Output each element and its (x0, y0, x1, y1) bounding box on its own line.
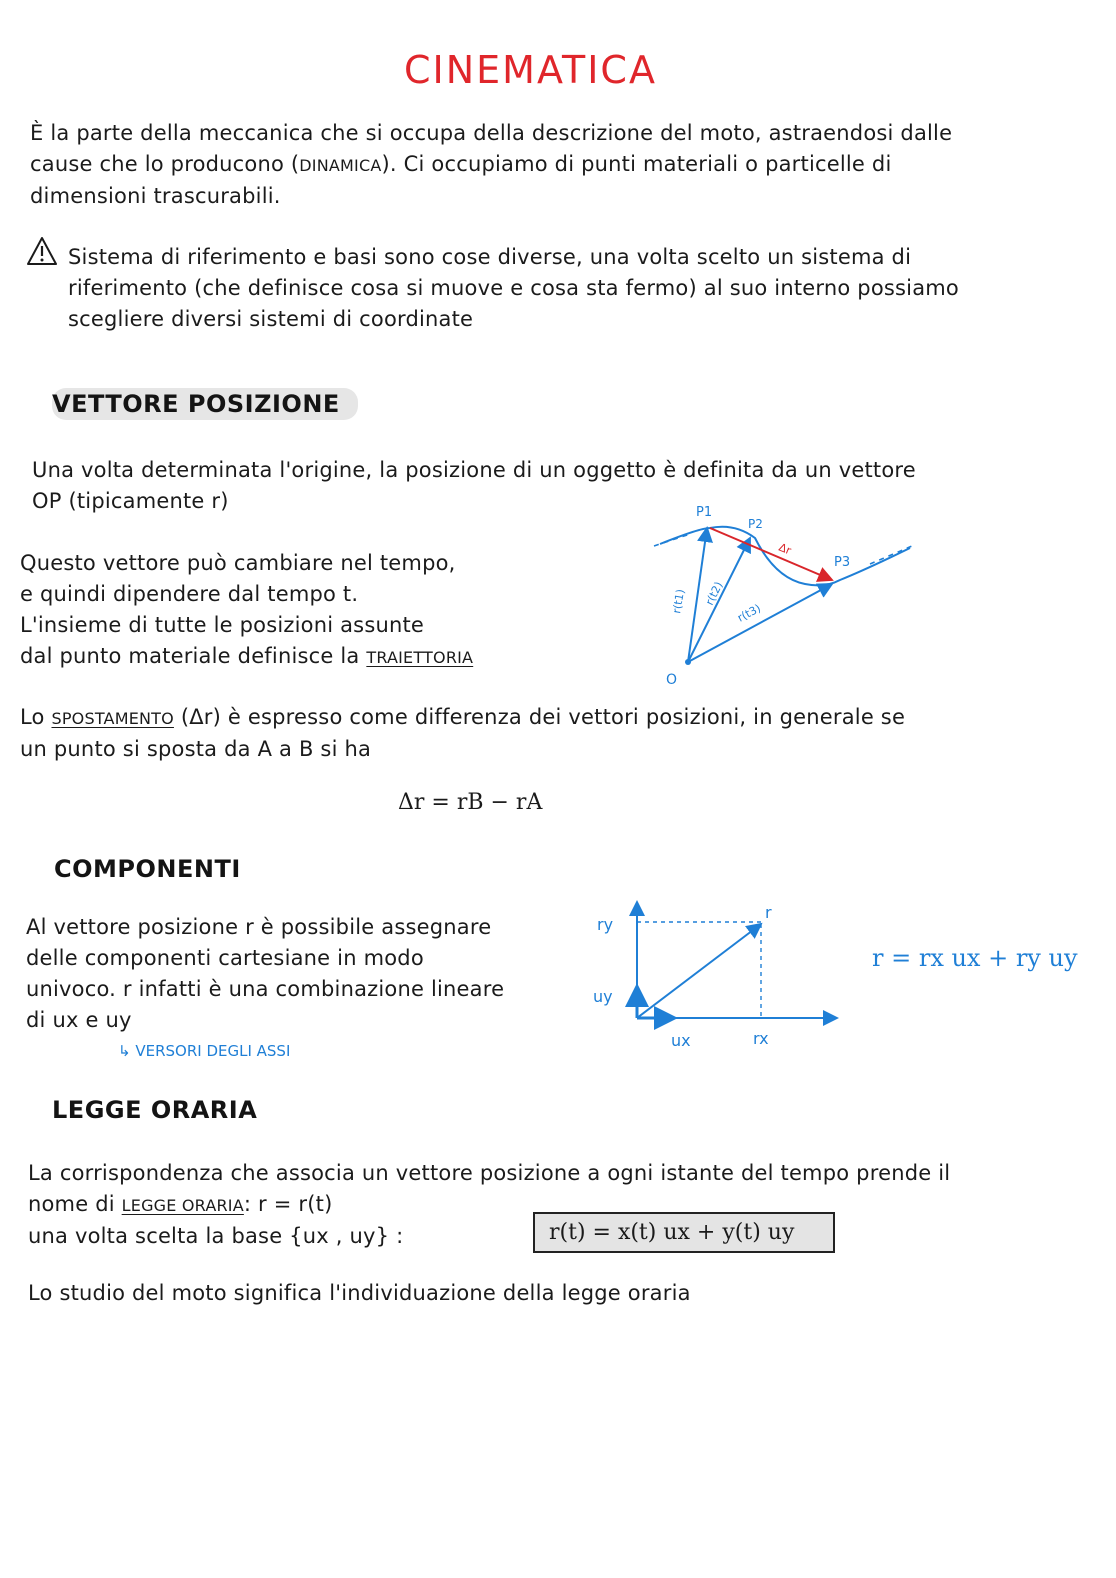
vettore-p2-line-2: e quindi dipendere dal tempo t. (20, 582, 359, 606)
trajectory-dashed-end (870, 546, 912, 564)
vettore-p2-line-1: Questo vettore può cambiare nel tempo, (20, 551, 456, 575)
displacement-formula: Δr = rB − rA (398, 790, 543, 815)
label-rx: rx (753, 1029, 769, 1048)
label-origin: O (666, 672, 678, 688)
boxed-formula: r(t) = x(t) ux + y(t) uy (533, 1212, 835, 1253)
vector-delta-r (710, 528, 832, 580)
warning-line-2: riferimento (che definisce cosa si muove e cosa sta fermo) al suo interno possiamo (68, 276, 959, 300)
spostamento-line-1: Lo SPOSTAMENTO (Δr) è espresso come differenza dei vettori posizioni, in generale se (20, 705, 906, 729)
label-r1: r(t1) (670, 588, 688, 615)
intro-line-2: cause che lo producono (DINAMICA). Ci occupiamo di punti materiali o particelle di (30, 152, 892, 176)
label-r3: r(t3) (735, 601, 763, 625)
label-r: r (765, 903, 772, 922)
section-heading-componenti: COMPONENTI (54, 855, 241, 883)
legge-oraria-term: LEGGE ORARIA (121, 1196, 244, 1215)
warning-line-1: Sistema di riferimento e basi sono cose diverse, una volta scelto un sistema di (68, 245, 912, 269)
vettore-paragraph-1 (32, 455, 1092, 517)
intro-line-1: È la parte della meccanica che si occupa della descrizione del moto, astraendosi dalle (30, 121, 953, 145)
intro-paragraph (30, 118, 1090, 212)
label-p3: P3 (834, 555, 851, 570)
label-p2: P2 (748, 517, 763, 531)
traiettoria-term: TRAIETTORIA (366, 648, 474, 667)
warning-line-3: scegliere diversi sistemi di coordinate (68, 307, 474, 331)
warning-note (68, 242, 1088, 335)
vettore-p2-line-3: L'insieme di tutte le posizioni assunte (20, 613, 425, 637)
page-title: CINEMATICA (404, 48, 657, 92)
curved-arrow-icon: ↳ (118, 1042, 136, 1060)
spostamento-term: SPOSTAMENTO (51, 709, 174, 728)
origin-point (685, 659, 691, 665)
componenti-line-3: univoco. r infatti è una combinazione lineare (26, 977, 505, 1001)
components-diagram (585, 890, 845, 1060)
vettore-paragraph-2 (20, 548, 580, 673)
versori-note: ↳ VERSORI DEGLI ASSI (118, 1042, 291, 1060)
componenti-line-2: delle componenti cartesiane in modo (26, 946, 424, 970)
trajectory-diagram (640, 498, 930, 694)
label-p1: P1 (696, 505, 713, 520)
label-ux: ux (671, 1031, 691, 1050)
vettore-p2-line-4: dal punto materiale definisce la TRAIETTORIA (20, 644, 474, 668)
componenti-line-4: di ux e uy (26, 1008, 132, 1032)
componenti-paragraph (26, 912, 586, 1036)
label-ry: ry (597, 915, 614, 934)
warning-triangle-icon (26, 236, 58, 266)
section-heading-legge-oraria: LEGGE ORARIA (52, 1096, 258, 1124)
components-formula: r = rx ux + ry uy (872, 944, 1078, 972)
position-vector-r (637, 924, 761, 1018)
legge-line-1: La corrispondenza che associa un vettore posizione a ogni istante del tempo prende il (28, 1161, 951, 1185)
spostamento-line-2: un punto si sposta da A a B si ha (20, 737, 372, 761)
label-uy: uy (593, 987, 613, 1006)
section-heading-vettore-posizione: VETTORE POSIZIONE (52, 390, 358, 418)
intro-line-3: dimensioni trascurabili. (30, 184, 281, 208)
legge-conclusion: Lo studio del moto significa l'individuazione della legge oraria (28, 1281, 691, 1305)
label-r2: r(t2) (703, 579, 726, 608)
componenti-line-1: Al vettore posizione r è possibile assegnare (26, 915, 492, 939)
legge-line-3: una volta scelta la base {ux , uy} : (28, 1224, 404, 1248)
vettore-line-2: OP (tipicamente r) (32, 489, 229, 513)
legge-line-2: nome di LEGGE ORARIA: r = r(t) (28, 1192, 333, 1216)
vettore-line-1: Una volta determinata l'origine, la posizione di un oggetto è definita da un vettore (32, 458, 916, 482)
label-delta-r: Δr (776, 540, 793, 558)
spostamento-paragraph (20, 702, 1100, 765)
